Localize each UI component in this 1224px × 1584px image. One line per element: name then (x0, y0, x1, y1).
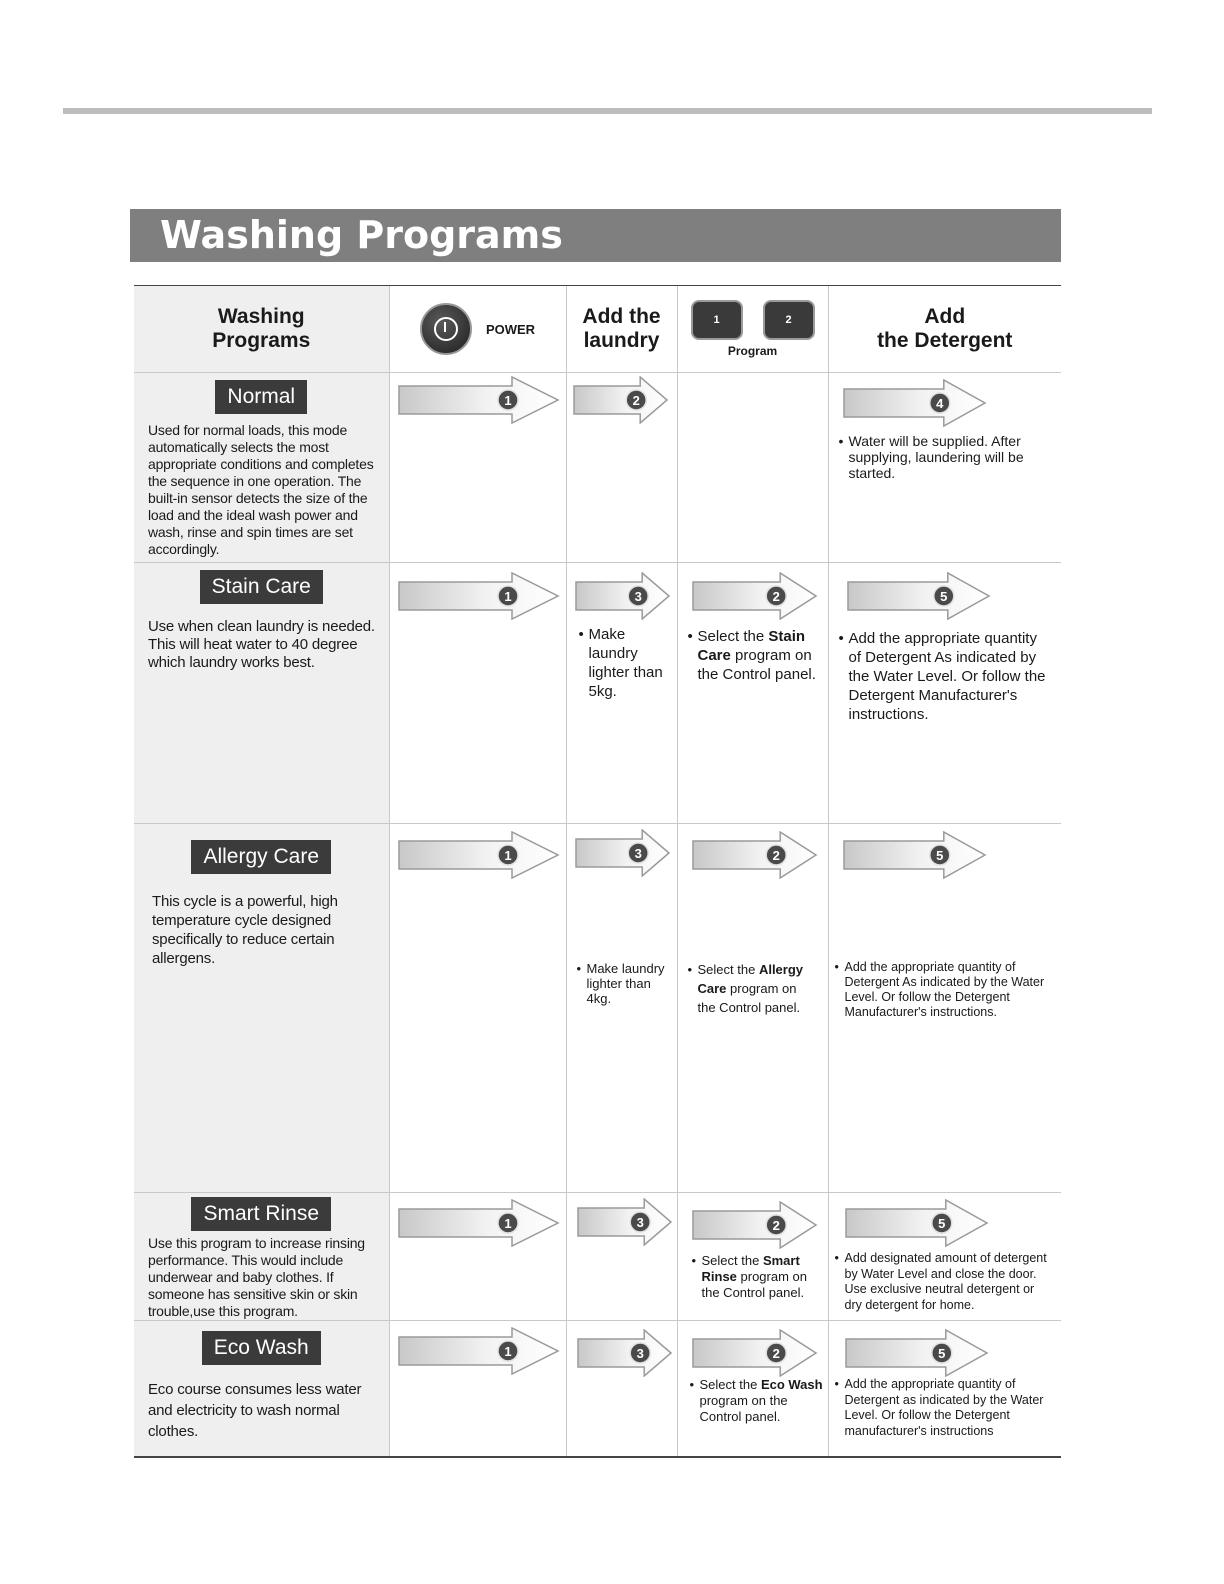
program-cell (134, 824, 389, 1193)
step-number: 3 (636, 1346, 644, 1361)
programs-table (134, 285, 1061, 1458)
header-laundry: Add the laundry (566, 286, 677, 373)
detergent-note: • Add the appropriate quantity of Detergent As indicated by the Water Level. Or follow the Detergent Manufacturer's instructions. (834, 960, 1045, 1019)
header-row (134, 286, 1061, 373)
row-smart-rinse (134, 1193, 1061, 1321)
program-name-stain-care: Stain Care (200, 570, 323, 604)
arrow-icon (575, 572, 671, 620)
step-arrow (692, 1201, 818, 1249)
step-number: 3 (636, 1215, 644, 1230)
detergent-step-cell (828, 1321, 1061, 1457)
program-step-cell (677, 563, 828, 824)
program-1-icon: 1 (691, 300, 743, 340)
step-arrow (577, 1329, 673, 1377)
step-arrow (843, 379, 987, 427)
laundry-step-cell (566, 1193, 677, 1321)
power-step-cell (389, 1193, 566, 1321)
step-arrow (398, 376, 560, 424)
power-label: POWER (485, 321, 536, 337)
arrow-icon (692, 572, 818, 620)
laundry-step-cell (566, 824, 677, 1193)
program-cell (134, 373, 389, 563)
program-note: • Select the Stain Care program on the Control panel. (687, 628, 816, 683)
program-name-allergy-care: Allergy Care (191, 840, 331, 874)
laundry-note: • Make laundry lighter than 4kg. (576, 961, 665, 1006)
power-step-cell (389, 563, 566, 824)
step-arrow (847, 572, 991, 620)
program-name-smart-rinse: Smart Rinse (191, 1197, 331, 1231)
program-step-cell (677, 373, 828, 563)
step-number: 5 (939, 589, 947, 604)
step-arrow (398, 831, 560, 879)
program-description: Eco course consumes less water and electricity to wash normal clothes. (148, 1381, 362, 1440)
arrow-icon (843, 831, 987, 879)
power-step-cell (389, 1321, 566, 1457)
step-number: 1 (503, 589, 512, 604)
step-number: 5 (937, 1216, 945, 1231)
program-2-icon: 2 (763, 300, 815, 340)
arrow-icon (692, 1201, 818, 1249)
arrow-icon (398, 1199, 560, 1247)
arrow-icon (573, 376, 669, 424)
section-banner (130, 209, 1061, 262)
program-name-eco-wash: Eco Wash (202, 1331, 321, 1365)
step-number: 1 (503, 1344, 512, 1359)
program-description: This cycle is a powerful, high temperature cycle designed specifically to reduce certain allergens. (152, 893, 338, 967)
step-number: 2 (772, 848, 780, 863)
arrow-icon (398, 376, 560, 424)
arrow-icon (398, 831, 560, 879)
step-number: 5 (937, 1346, 945, 1361)
detergent-step-cell (828, 563, 1061, 824)
step-number: 2 (772, 1218, 780, 1233)
step-arrow (692, 572, 818, 620)
step-arrow (398, 572, 560, 620)
program-description: Use this program to increase rinsing performance. This would include underwear and baby clothes. If someone has sensitive skin or skin trouble,use this program. (148, 1235, 365, 1319)
arrow-icon (398, 1327, 560, 1375)
row-normal (134, 373, 1061, 563)
arrow-icon (577, 1329, 673, 1377)
step-arrow (573, 376, 669, 424)
step-arrow (692, 831, 818, 879)
header-programs: Washing Programs (134, 286, 389, 373)
program-name-normal: Normal (215, 380, 307, 414)
step-arrow (845, 1329, 989, 1377)
step-arrow (692, 1329, 818, 1377)
program-label: Program (727, 344, 778, 358)
detergent-step-cell (828, 824, 1061, 1193)
detergent-note: • Add designated amount of detergent by Water Level and close the door. Use exclusive neutral detergent or dry detergent for home. (834, 1251, 1047, 1312)
step-number: 4 (935, 396, 943, 411)
header-power (389, 286, 566, 373)
arrow-icon (575, 829, 671, 877)
arrow-icon (843, 379, 987, 427)
arrow-icon (692, 1329, 818, 1377)
step-arrow (575, 572, 671, 620)
program-step-cell (677, 824, 828, 1193)
detergent-note: • Water will be supplied. After supplying, laundering will be started. (838, 433, 1024, 481)
program-cell (134, 563, 389, 824)
laundry-step-cell (566, 373, 677, 563)
program-step-cell (677, 1321, 828, 1457)
step-number: 1 (503, 393, 512, 408)
header-detergent: Add the Detergent (828, 286, 1061, 373)
program-note: • Select the Smart Rinse program on the Control panel. (691, 1253, 807, 1300)
arrow-icon (692, 831, 818, 879)
program-note: • Select the Allergy Care program on the Control panel. (687, 962, 804, 1015)
program-description: Used for normal loads, this mode automatically selects the most appropriate conditions and completes the sequence in one operation. The built-in sensor detects the size of the load and the ideal wash power and wash, rinse and spin times are set accordingly. (148, 422, 374, 557)
program-cell (134, 1193, 389, 1321)
program-description: Use when clean laundry is needed. This will heat water to 40 degree which laundry works best. (148, 618, 375, 671)
program-step-cell (677, 1193, 828, 1321)
arrow-icon (398, 572, 560, 620)
step-number: 2 (632, 393, 640, 408)
header-program (677, 286, 828, 373)
laundry-step-cell (566, 1321, 677, 1457)
step-number: 1 (503, 1216, 512, 1231)
step-arrow (398, 1327, 560, 1375)
step-number: 3 (634, 846, 642, 861)
detergent-note: • Add the appropriate quantity of Detergent as indicated by the Water Level. Or follow the Detergent manufacturer's instructions (834, 1377, 1044, 1438)
step-arrow (398, 1199, 560, 1247)
program-note: • Select the Eco Wash program on the Control panel. (689, 1377, 823, 1424)
arrow-icon (847, 572, 991, 620)
power-step-cell (389, 824, 566, 1193)
step-number: 1 (503, 848, 512, 863)
power-step-cell (389, 373, 566, 563)
row-allergy-care (134, 824, 1061, 1193)
detergent-step-cell (828, 373, 1061, 563)
detergent-step-cell (828, 1193, 1061, 1321)
step-arrow (575, 829, 671, 877)
step-arrow (845, 1199, 989, 1247)
power-button-icon (420, 303, 472, 355)
laundry-note: • Make laundry lighter than 5kg. (578, 626, 663, 700)
step-number: 5 (935, 848, 943, 863)
step-number: 2 (772, 1346, 780, 1361)
step-number: 3 (634, 589, 642, 604)
step-arrow (577, 1198, 673, 1246)
row-eco-wash (134, 1321, 1061, 1457)
arrow-icon (845, 1329, 989, 1377)
arrow-icon (577, 1198, 673, 1246)
row-stain-care (134, 563, 1061, 824)
detergent-note: • Add the appropriate quantity of Detergent As indicated by the Water Level. Or follow the Detergent Manufacturer's instructions. (838, 630, 1046, 723)
step-arrow (843, 831, 987, 879)
program-cell (134, 1321, 389, 1457)
laundry-step-cell (566, 563, 677, 824)
arrow-icon (845, 1199, 989, 1247)
top-rule (63, 108, 1152, 114)
step-number: 2 (772, 589, 780, 604)
page-title: Washing Programs (160, 213, 563, 257)
